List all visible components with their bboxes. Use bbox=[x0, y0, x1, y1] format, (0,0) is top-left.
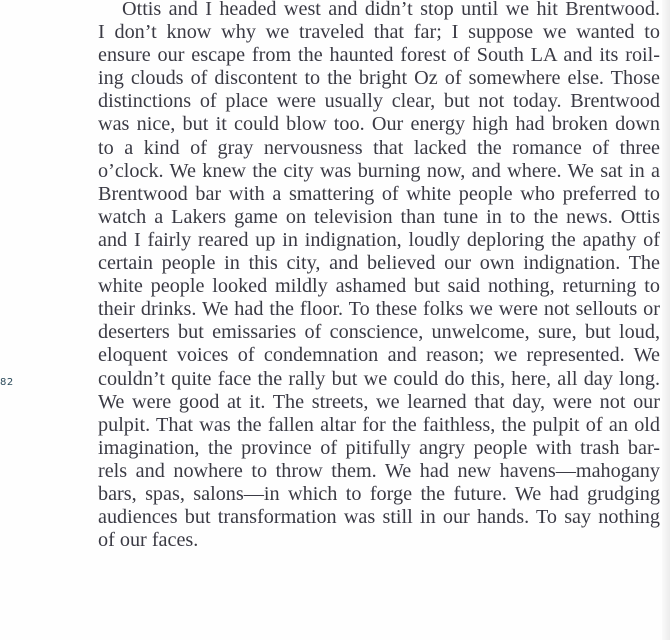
text-line: distinctions of place were usually clear, but not today. Brentwood bbox=[98, 90, 660, 113]
text-line: certain people in this city, and believed our own indignation. The bbox=[98, 252, 660, 275]
text-line: eloquent voices of condemnation and reason; we represented. We bbox=[98, 344, 660, 367]
text-line: o’clock. We knew the city was burning now, and where. We sat in a bbox=[98, 159, 660, 182]
page-number: 82 bbox=[0, 377, 14, 388]
text-line: We were good at it. The streets, we learned that day, were not our bbox=[98, 390, 660, 413]
text-line: watch a Lakers game on television than tune in to the news. Ottis bbox=[98, 205, 660, 228]
page-edge-shadow bbox=[662, 0, 670, 640]
text-line: Ottis and I headed west and didn’t stop until we hit Brentwood. bbox=[122, 0, 660, 20]
body-paragraph bbox=[98, 0, 660, 552]
text-line: imagination, the province of pitifully angry people with trash bar- bbox=[98, 436, 660, 459]
text-line: Brentwood bar with a smattering of white people who preferred to bbox=[98, 182, 660, 205]
text-line: ing clouds of discontent to the bright Oz of somewhere else. Those bbox=[98, 67, 660, 90]
text-line: deserters but emissaries of conscience, unwelcome, sure, but loud, bbox=[98, 321, 660, 344]
text-line: was nice, but it could blow too. Our energy high had broken down bbox=[98, 113, 660, 136]
text-line: rels and nowhere to throw them. We had new havens—mahogany bbox=[98, 459, 660, 482]
text-line: couldn’t quite face the rally but we could do this, here, all day long. bbox=[98, 367, 660, 390]
text-line: ensure our escape from the haunted forest of South LA and its roil- bbox=[98, 44, 660, 67]
text-line: audiences but transformation was still in our hands. To say nothing bbox=[98, 506, 660, 529]
text-line: white people looked mildly ashamed but said nothing, returning to bbox=[98, 275, 660, 298]
text-line: pulpit. That was the fallen altar for the faithless, the pulpit of an old bbox=[98, 413, 660, 436]
text-line: bars, spas, salons—in which to forge the future. We had grudging bbox=[98, 482, 660, 505]
text-line: I don’t know why we traveled that far; I suppose we wanted to bbox=[98, 21, 660, 44]
text-line: and I fairly reared up in indignation, loudly deploring the apathy of bbox=[98, 228, 660, 251]
text-line: of our faces. bbox=[98, 529, 199, 552]
text-line: their drinks. We had the floor. To these folks we were not sellouts or bbox=[98, 298, 660, 321]
text-line: to a kind of gray nervousness that lacked the romance of three bbox=[98, 136, 660, 159]
